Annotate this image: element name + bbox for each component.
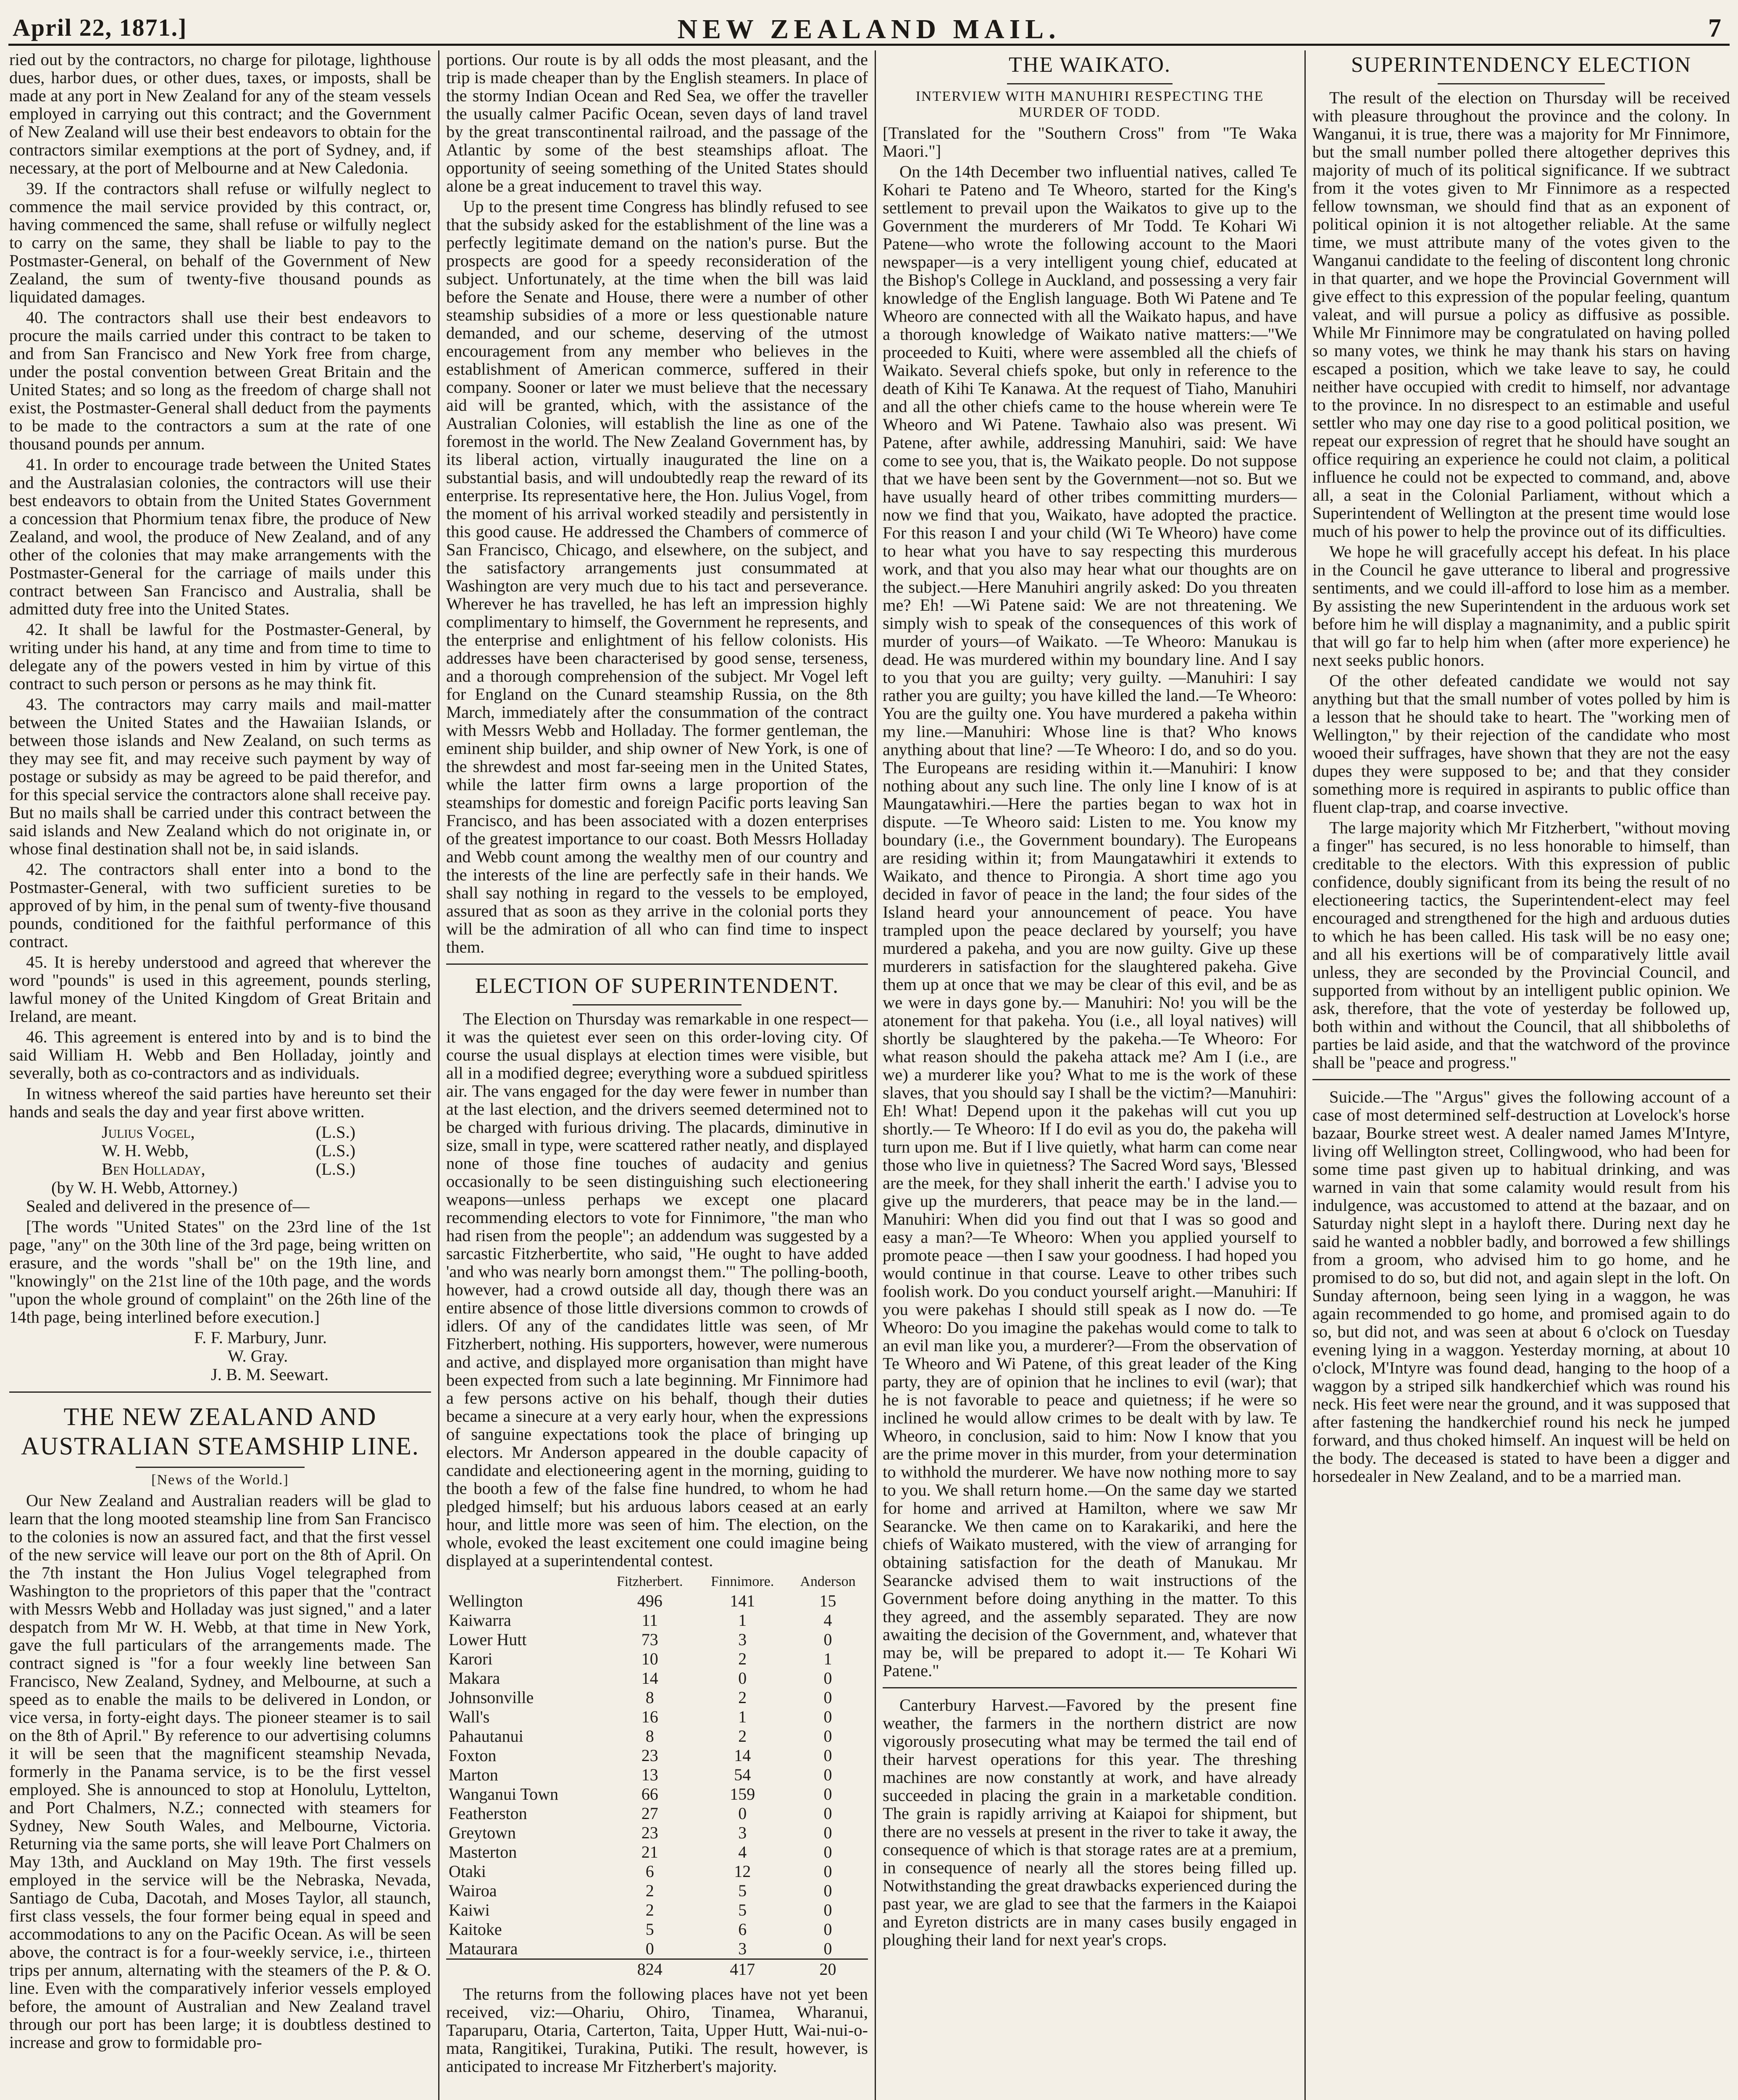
article-body: portions. Our route is by all odds the most pleasant, and the trip is made cheaper than by the English steamers. In place of the stormy Indian Ocean and Red Sea, we offer the traveller the usually calmer Pacific Ocean, seven days of land travel by the great transcontinental railroad, and the passage of the Atlantic by some of the best steamships afloat. The opportunity of seeing something of the United States should alone be a great inducement to travel this way.	[446, 50, 868, 195]
election-results-table	[446, 1572, 868, 1979]
table-cell: 27	[641, 1804, 658, 1823]
contract-clause: 43. The contractors may carry mails and mail-matter between the United States and the Hawaiian Islands, or between those islands and New Zealand, on such terms as they may see fit, and may receive such payment by way of postage or subsidy as may be agreed to be paid therefor, and for this special service the contractors alone shall receive pay. But no mails shall be carried under this contract between the said islands and New Zealand which do not originate in, or whose final destination shall not be, in said islands.	[9, 695, 431, 858]
section-rule	[1312, 1079, 1730, 1080]
table-cell: Wanganui Town	[449, 1785, 558, 1803]
contract-clause: 42. It shall be lawful for the Postmaster-General, by writing under his hand, at any time and from time to time to delegate any of the powers vested in him by virtue of this contract to such person or persons as he may think fit.	[9, 620, 431, 693]
table-cell: 20	[788, 1959, 868, 1979]
table-cell: 141	[730, 1591, 755, 1610]
heading-rule	[1438, 83, 1605, 84]
table-cell: 0	[823, 1688, 832, 1707]
table-row	[446, 1611, 868, 1630]
table-cell: 0	[823, 1804, 832, 1823]
table-row	[446, 1746, 868, 1765]
contract-clause: 40. The contractors shall use their best endeavors to procure the mails carried under this contract to be taken to and from San Francisco and New York free from charge, under the postal convention between Great Britain and the United States; and so long as the freedom of charge shall not exist, the Postmaster-General shall deduct from the payments to be made to the contractors a sum at the rate of one thousand pounds per annum.	[9, 308, 431, 453]
table-cell: 13	[641, 1765, 658, 1784]
table-cell: 8	[645, 1727, 654, 1746]
table-cell: 4	[823, 1611, 832, 1630]
column-rule	[438, 50, 439, 2100]
table-cell: 2	[738, 1688, 747, 1707]
signatory-name: Julius Vogel,	[102, 1123, 195, 1142]
table-cell: Makara	[449, 1669, 500, 1688]
table-cell: Otaki	[449, 1862, 486, 1881]
newspaper-title: NEW ZEALAND MAIL.	[677, 14, 1061, 45]
table-cell: 0	[823, 1881, 832, 1900]
table-cell: Pahautanui	[449, 1727, 523, 1746]
article-body: Suicide.—The "Argus" gives the following account of a case of most determined self-destruction at Lovelock's horse bazaar, Bourke street west. A dealer named James M'Intyre, living off Wellington street, Collingwood, who had been for some time past given up to habitual drinking, and was warned in vain that some calamity would result from his indulgence, was accustomed to attend at the bazaar, and on Saturday night slept in a hayloft there. During next day he said he wanted a nobbler badly, and borrowed a few shillings from a groom, who advised him to go home, and he promised to do so, but did not, and again slept in the loft. On Sunday afternoon, being seen lying in a waggon, he was again recommended to go home, and promised again to do so, but did not, and was seen at about 6 o'clock on Tuesday evening lying in a waggon. Yesterday morning, at about 10 o'clock, M'Intyre was found dead, hanging to the hoop of a waggon by a striped silk handkerchief which was round his neck. His feet were near the ground, and it was supposed that after fastening the handkerchief round his neck he jumped forward, and thus choked himself. An inquest will be held on the body. The deceased is stated to have been a digger and horsedealer in New Zealand, and to be a married man.	[1312, 1087, 1730, 1486]
table-cell: 0	[823, 1920, 832, 1939]
signature-note: (by W. H. Webb, Attorney.)	[51, 1178, 238, 1197]
table-cell: 824	[602, 1959, 697, 1979]
article-body: The result of the election on Thursday will be received with pleasure throughout the province and the colony. In Wanganui, it is true, there was a majority for Mr Finnimore, but the small number polled there altogether deprives this majority of much of its political significance. If we subtract from it the votes given to Mr Finnimore as a respected fellow townsman, we should find that as an exponent of political opinion it is not altogether reliable. At the same time, we must attribute many of the votes given to the Wanganui candidate to the feeling of discontent long chronic in that quarter, and we hope the Provincial Government will give effect to this expression of the popular feeling, quantum valeat, and will pursue a policy as diffusive as possible. While Mr Finnimore may be congratulated on having polled so many votes, we think he may thank his stars on having escaped a position, which we take leave to say, he could neither have occupied with credit to himself, nor advantage to the province. In no disrespect to an estimable and useful settler who may one day rise to a good political position, we repeat our expression of regret that he should have sought an office requiring an experience he could not claim, a political influence he could not be expected to command, and, above all, a seat in the Colonial Parliament, without which a Superintendent of Wellington at the present time would lose much of his power to help the province out of its difficulties.	[1312, 88, 1730, 541]
table-cell: 3	[738, 1823, 747, 1842]
heading-rule	[573, 1004, 741, 1005]
heading-rule	[136, 1467, 305, 1468]
table-row	[446, 1862, 868, 1881]
table-row	[446, 1707, 868, 1727]
table-row	[446, 1804, 868, 1823]
table-cell: 0	[823, 1939, 832, 1958]
table-cell: 2	[645, 1900, 654, 1919]
signature-line	[9, 1123, 431, 1142]
table-cell: Kaitoke	[449, 1920, 502, 1939]
table-row	[446, 1727, 868, 1746]
table-cell: Featherston	[449, 1804, 527, 1823]
column-2	[446, 50, 868, 2100]
table-cell: 0	[823, 1669, 832, 1688]
contract-clause: In witness whereof the said parties have hereunto set their hands and seals the day and year first above written.	[9, 1084, 431, 1121]
article-heading: THE NEW ZEALAND AND AUSTRALIAN STEAMSHIP LINE.	[21, 1403, 420, 1460]
contract-clause: ried out by the contractors, no charge for pilotage, lighthouse dues, harbor dues, or other dues, taxes, or imposts, shall be made at any port in New Zealand for any of the steam vessels employed in carrying out this contract; and the Government of New Zealand will use their best endeavors to obtain for the contractors similar exemptions at the port of Sydney, and, if necessary, at the port of Melbourne and at New Caledonia.	[9, 50, 431, 177]
table-cell: 496	[637, 1591, 663, 1610]
table-totals-row	[446, 1959, 868, 1979]
table-cell: Mataurara	[449, 1939, 518, 1958]
table-header-row	[446, 1572, 868, 1591]
article-subheading: INTERVIEW WITH MANUHIRI RESPECTING THE MURDER OF TODD.	[915, 89, 1264, 120]
witness-name: J. B. M. Seewart.	[211, 1365, 329, 1384]
table-cell: 0	[823, 1862, 832, 1881]
issue-date: April 22, 1871.]	[13, 14, 187, 41]
column-4	[1312, 50, 1730, 2100]
heading-rule	[1007, 83, 1173, 84]
table-header: Finnimore.	[711, 1574, 774, 1589]
table-cell: 8	[645, 1688, 654, 1707]
article-body: The Election on Thursday was remarkable in one respect—it was the quietest ever seen on this order-loving city. Of course the usual displays at election times were visible, but all in a modified degree; everything wore a subdued spiritless air. The vans engaged for the day were fewer in number than at the last election, and the drivers seemed determined not to be charged with furious driving. The placards, diminutive in size, small in type, were scattered rather neatly, and displayed none of those fine touches of audacity and genius occasionally to be seen distinguishing such electioneering weapons—unless perhaps we except one placard recommending electors to vote for Finnimore, "the man who had risen from the people"; an addendum was suggested by a sarcastic Fitzherbertite, who said, "He ought to have added 'and who was nearly born amongst them.'" The polling-booth, however, had a crowd outside all day, though there was an entire absence of those little diversions common to crowds of idlers. Of any of the candidates little was seen, of Mr Fitzherbert, nothing. His supporters, however, were numerous and active, and displayed more organisation than might have been expected from such a late beginning. Mr Finnimore had a few persons active on his behalf, though their duties became a sinecure at a very early hour, when the expressions of sanguine expectations took the place of bringing up electors. Mr Anderson appeared in the double capacity of candidate and electioneering agent in the morning, guiding to the booth a few of the false fine hundred, to whom he had pledged himself; but his arduous labors ceased at an early hour, and little more was seen of him. The election, on the whole, evoked the least excitement one could imagine being displayed at a superintendental contest.	[446, 1009, 868, 1570]
table-cell: 0	[823, 1785, 832, 1803]
table-row	[446, 1765, 868, 1785]
table-cell: Kaiwi	[449, 1900, 490, 1919]
article-body: Up to the present time Congress has blindly refused to see that the subsidy asked for the establishment of the line was a perfectly legitimate demand on the nation's purse. But the prospects are good for a speedy reconsideration of the subject. Unfortunately, at the time when the bill was laid before the Senate and House, there were a number of other steamship subsidies of a more or less questionable nature demanded, and our scheme, deserving of the utmost encouragement from any member who believes in the establishment of American commerce, suffered in their company. Sooner or later we must believe that the necessary aid will be granted, which, with the assistance of the Australian Colonies, will establish the line as one of the foremost in the world. The New Zealand Government has, by its liberal action, virtually inaugurated the line on a substantial basis, and will undoubtedly reap the reward of its enterprise. Its representative here, the Hon. Julius Vogel, from the moment of his arrival worked steadily and persistently in this good cause. He addressed the Chambers of commerce of San Francisco, Chicago, and elsewhere, on the subject, and the satisfactory arrangements just consummated at Washington are very much due to his tact and perseverance. Wherever he has travelled, he has left an impression highly complimentary to himself, the Government he represents, and the enterprise and enlightment of his fellow colonists. His addresses have been characterised by good sense, terseness, and a thorough comprehension of the subject. Mr Vogel left for England on the Cunard steamship Russia, on the 8th March, immediately after the consummation of the contract with Messrs Webb and Holladay. The former gentleman, the eminent ship builder, and ship owner of New York, is one of the shrewdest and most far-seeing men in the United States, while the latter firm owns a large proportion of the steamships for domestic and foreign Pacific ports leaving San Francisco, and has been associated with a dozen enterprises of the greatest importance to our coast. Both Messrs Holladay and Webb count among the wealthy men of our country and the interests of the line are perfectly safe in their hands. We shall say nothing in regard to the vessels to be employed, assured that as soon as they arrive in the colonial ports they will be the admiration of all who can find time to inspect them.	[446, 197, 868, 956]
article-body: The returns from the following places have not yet been received, viz:—Ohariu, Ohiro, Tinamea, Wharanui, Taparuparu, Otaria, Carterton, Taita, Upper Hutt, Wai-nui-o-mata, Rangitikei, Turakina, Putiki. The result, however, is anticipated to increase Mr Fitzherbert's majority.	[446, 1984, 868, 2076]
table-cell: Foxton	[449, 1746, 497, 1765]
article-body: We hope he will gracefully accept his defeat. In his place in the Council he gave utterance to liberal and progressive sentiments, and we could ill-afford to lose him as a member. By assisting the new Superintendent in the arduous work set before him he will display a magnanimity, and a public spirit that will go far to help him when (after more experience) he next seeks public honors.	[1312, 542, 1730, 669]
table-row	[446, 1920, 868, 1939]
table-row	[446, 1591, 868, 1611]
table-cell: 0	[738, 1669, 747, 1688]
section-rule	[9, 1391, 431, 1393]
table-cell: 4	[738, 1843, 747, 1861]
contract-clause: 41. In order to encourage trade between the United States and the Australasian colonies, the contractors will use their best endeavors to obtain from the United States Government a concession that Phormium tenax fibre, the produce of New Zealand, and wool, the produce of New Zealand, and of any other of the colonies that may make arrangements with the Postmaster-General for the carriage of mails under this contract between San Francisco and Australia, shall be admitted duty free into the United States.	[9, 455, 431, 618]
column-3	[883, 50, 1297, 2100]
table-cell: 0	[823, 1843, 832, 1861]
table-cell: 159	[730, 1785, 755, 1803]
interlineation-note: [The words "United States" on the 23rd line of the 1st page, "any" on the 30th line of the 3rd page, being written on erasure, and the words "shall be" on the 19th line, and "knowingly" on the 21st line of the 10th page, and the words "upon the whole ground of complaint" on the 26th line of the 14th page, being interlined before execution.]	[9, 1217, 431, 1326]
section-rule	[883, 1687, 1297, 1688]
witness-name: W. Gray.	[228, 1347, 288, 1365]
seal-mark: (L.S.)	[316, 1123, 355, 1142]
section-rule	[446, 963, 868, 965]
contract-clause: 45. It is hereby understood and agreed that wherever the word "pounds" is used in this agreement, pounds sterling, lawful money of the United Kingdom of Great Britain and Ireland, are meant.	[9, 953, 431, 1026]
table-row	[446, 1900, 868, 1920]
translation-note: [Translated for the "Southern Cross" from "Te Waka Maori."]	[883, 123, 1297, 160]
article-heading: SUPERINTENDENCY ELECTION	[1351, 53, 1692, 77]
table-cell: 0	[823, 1727, 832, 1746]
table-cell: 21	[641, 1843, 658, 1861]
witness-name: F. F. Marbury, Junr.	[194, 1328, 327, 1347]
contract-clause: 42. The contractors shall enter into a bond to the Postmaster-General, with two sufficient sureties to be approved of by him, in the penal sum of twenty-five thousand pounds, conditioned for the faithful performance of this contract.	[9, 860, 431, 951]
table-cell: 2	[738, 1727, 747, 1746]
sealed-line: Sealed and delivered in the presence of—	[26, 1197, 310, 1215]
table-cell: 16	[641, 1707, 658, 1726]
table-cell: Karori	[449, 1649, 493, 1668]
table-cell: 5	[645, 1920, 654, 1939]
table-cell: Wellington	[449, 1591, 523, 1610]
masthead	[13, 12, 1725, 45]
table-header	[446, 1572, 602, 1591]
column-1	[9, 50, 431, 2100]
table-row	[446, 1823, 868, 1843]
article-body: The large majority which Mr Fitzherbert, "without moving a finger" has secured, is no less honorable to himself, than creditable to the electors. With this expression of public confidence, doubly significant from its being the result of no electioneering tactics, the Superintendent-elect may feel encouraged and strengthened for the high and arduous duties to which he has been called. His task will be no easy one; and all his exertions will be of comparatively little avail unless, they are seconded by the Provincial Council, and supported from without by an intelligent public opinion. We ask, therefore, that the vote of yesterday be followed up, both within and without the Council, that all shibboleths of parties be laid aside, and that the watchword of the province shall be "peace and progress."	[1312, 818, 1730, 1072]
article-heading: ELECTION OF SUPERINTENDENT.	[475, 974, 839, 998]
table-cell: 0	[823, 1746, 832, 1765]
table-cell: 66	[641, 1785, 658, 1803]
seal-mark: (L.S.)	[316, 1141, 355, 1160]
table-cell: 0	[823, 1900, 832, 1919]
table-cell: 2	[738, 1649, 747, 1668]
signature-line	[9, 1160, 431, 1179]
table-cell: 14	[641, 1669, 658, 1688]
table-cell: 1	[823, 1649, 832, 1668]
table-cell: Lower Hutt	[449, 1630, 527, 1649]
seal-mark: (L.S.)	[316, 1160, 355, 1179]
table-cell: Kaiwarra	[449, 1611, 511, 1630]
article-body: On the 14th December two influential natives, called Te Kohari te Pateno and Te Wheoro, started for the King's settlement to prevail upon the Waikatos to give up to the Government the murderers of Mr Todd. Te Kohari Wi Patene—who wrote the following account to the Maori newspaper—is a very intelligent young chief, educated at the Bishop's College in Auckland, and possessing a very fair knowledge of the English language. Both Wi Patene and Te Wheoro are connected with all the Waikato hapus, and have a thorough knowledge of Waikato native matters:—"We proceeded to Kuiti, where were assembled all the chiefs of Waikato. Several chiefs spoke, but only in reference to the death of Kihi Te Kanawa. At the request of Tiaho, Manuhiri and all the other chiefs came to the house wherein were Te Wheoro and Wi Patene. Tawhaio also was present. Wi Patene, after awhile, addressing Manuhiri, said: We have come to see you, that is, the Waikato people. Do not suppose that we have been sent by the Government—not so. But we have usually heard of other tribes committing murders—now we find that you, Waikato, have adopted the practice. For this reason I and your child (Wi Te Wheoro) have come to hear what you have to say respecting this murderous work, and that you also may hear what our thoughts are on the subject.—Here Manuhiri angrily asked: Do you threaten me? Eh! —Wi Patene said: We are not threatening. We simply wish to speak of the consequences of this work of murder of yours—of Waikato. —Te Wheoro: Manukau is dead. He was murdered within my boundary line. And I say to you that you are guilty; very guilty. —Manuhiri: I say rather you are guilty; you have killed the land.—Te Wheoro: You are the guilty one. You have murdered a pakeha within my line.—Manuhiri: Whose line is that? Who knows anything about that line? —Te Wheoro: I do, and so do you. The Europeans are residing within it.—Manuhiri: I know nothing about any such line. The only line I know of is at Maungatawhiri.—Here the parties began to wax hot in dispute. —Te Wheoro said: Listen to me. You know my boundary (i.e., the Government boundary). The Europeans are residing within it; from Maungatawhiri it extends to Waikato, and thence to Pirongia. A short time ago you decided in favor of peace in the land; the four sides of the Island heard your announcement of peace. You have trampled upon the peace declared by yourself; you have murdered a pakeha, and you are now guilty. Give up these murderers in satisfaction for the slaughtered pakeha. Give them up at once that we may be clear of this evil, and be as we were in days gone by.— Manuhiri: No! you will be the atonement for that pakeha. You (i.e., all loyal natives) will shortly be slaughtered by the pakeha.—Te Wheoro: For what reason should the pakeha attack me? Am I (i.e., are we) a murderer like you? What to me is the work of these slaves, that you should say I shall be the victim?—Manuhiri: Eh! What! Depend upon it the pakehas will cut you up shortly.— Te Wheoro: If I do evil as you do, the pakeha will turn upon me. But if I live quietly, what harm can come near those who live in quietness? The Sacred Word says, 'Blessed are the meek, for they shall inherit the earth.' I advise you to give up the murderers, that peace may be in the land.— Manuhiri: When did you find out that I was so good and easy a man?—Te Wheoro: When you applied yourself to promote peace —then I saw your goodness. I had hoped you would continue in that course. Leave to other tribes such foolish work. Do you conduct yourself aright.—Manuhiri: If you were pakehas I should still speak as I now do. —Te Wheoro: Do you imagine the pakehas would come to talk to an evil man like you, a murderer?—From the observation of Te Wheoro and Wi Patene, of this great leader of the King party, they are of opinion that he inclines to evil (war); that he is not favorable to peace and quietness; if he were so inclined he would allow crimes to be dealt with by law. Te Wheoro, in conclusion, said to him: Now I know that you are the prime mover in this murder, from your determination to withhold the murderer. We have now nothing more to say to you. We shall return home.—On the same day we started for home and arrived at Hamilton, where we saw Mr Searancke. We then came on to Karakariki, and here the chiefs of Waikato mustered, with the view of arranging for obtaining satisfaction for the death of Manukau. Mr Searancke advised them to wait instructions of the Government before doing anything in the matter. To this they agreed, and the assembly separated. They are now awaiting the decision of the Government, and, whatever that may be, will be prepared to adopt it.— Te Kohari Wi Patene."	[883, 162, 1297, 1680]
table-cell: 5	[738, 1900, 747, 1919]
table-cell: 417	[697, 1959, 788, 1979]
table-cell: 12	[734, 1862, 751, 1881]
table-cell: 10	[641, 1649, 658, 1668]
table-cell: 73	[641, 1630, 658, 1649]
table-cell: Wairoa	[449, 1881, 497, 1900]
table-row	[446, 1669, 868, 1688]
table-row	[446, 1843, 868, 1862]
table-cell: Marton	[449, 1765, 498, 1784]
table-row	[446, 1881, 868, 1900]
article-body: Of the other defeated candidate we would not say anything but that the small number of votes polled by him is a lesson that he should take to heart. The "working men of Wellington," by their rejection of the candidate who most wooed their suffrages, have shown that they are not the easy dupes they were supposed to be; and that they consider something more is required in aspirants to public office than fluent clap-trap, and coarse invective.	[1312, 671, 1730, 816]
table-cell: 23	[641, 1823, 658, 1842]
table-cell: 54	[734, 1765, 751, 1784]
table-cell: Wall's	[449, 1707, 490, 1726]
table-cell: 6	[738, 1920, 747, 1939]
article-source: [News of the World.]	[151, 1472, 289, 1488]
table-cell: 0	[823, 1765, 832, 1784]
table-cell: Masterton	[449, 1843, 517, 1861]
table-row	[446, 1939, 868, 1959]
article-body: Our New Zealand and Australian readers will be glad to learn that the long mooted steamship line from San Francisco to the colonies is now an assured fact, and that the first vessel of the new service will leave our port on the 8th of April. On the 7th instant the Hon Julius Vogel telegraphed from Washington to the proprietors of this paper that the "contract with Messrs Webb and Holladay was just signed," and a later despatch from Mr W. H. Webb, at that time in New York, gave the full particulars of the arrangements made. The contract signed is "for a four weekly line between San Francisco, New Zealand, Sydney, and Melbourne, at such a speed as to enable the mails to be delivered in London, or vice versa, in forty-eight days. The pioneer steamer is to sail on the 8th of April." By reference to our advertising columns it will be seen that the magnificent steamship Nevada, formerly in the Panama service, is to be the first vessel employed. She is announced to stop at Honolulu, Lyttelton, and Port Chalmers, N.Z.; connected with steamers for Sydney, New South Wales, and Melbourne, Victoria. Returning via the same ports, she will leave Port Chalmers on May 13th, and Auckland on May 19th. The first vessels employed in the service will be the Nebraska, Nevada, Santiago de Cuba, Dacotah, and Moses Taylor, all staunch, first class vessels, the four former being equal in speed and accommodations to any on the Pacific Ocean. As will be seen above, the contract is for a four-weekly service, i.e., thirteen trips per annum, alternating with the steamers of the P. & O. line. Even with the comparatively inferior vessels employed before, the amount of Australian and New Zealand travel through our port has been large; it is doubtless destined to increase and grow to formidable pro-	[9, 1491, 431, 2052]
table-cell	[446, 1959, 602, 1979]
table-cell: 14	[734, 1746, 751, 1765]
table-cell: 0	[645, 1939, 654, 1958]
table-cell: 5	[738, 1881, 747, 1900]
signature-line	[9, 1142, 431, 1160]
table-header: Anderson	[800, 1574, 856, 1589]
table-cell: 11	[642, 1611, 658, 1630]
article-body: Canterbury Harvest.—Favored by the present fine weather, the farmers in the northern district are now vigorously prosecuting what may be termed the tail end of their harvest operations for this year. The threshing machines are now constantly at work, and have already succeeded in placing the grain in a marketable condition. The grain is rapidly arriving at Kaiapoi for shipment, but there are no vessels at present in the river to take it away, the consequence of which is that storage rates are at a premium, in consequence of nearly all the stores being filled up. Notwithstanding the great drawbacks experienced during the past year, we are glad to see that the farmers in the Kaiapoi and Eyreton districts are in many cases busily engaged in ploughing their land for next year's crops.	[883, 1696, 1297, 1949]
table-cell: Johnsonville	[449, 1688, 534, 1707]
column-rule	[1304, 50, 1306, 2100]
article-heading: THE WAIKATO.	[1008, 53, 1171, 77]
table-cell: 6	[645, 1862, 654, 1881]
contract-clause: 39. If the contractors shall refuse or wilfully neglect to commence the mail service provided by this contract, or, having commenced the same, shall refuse or wilfully neglect to carry on the same, they shall be liable to pay to the Postmaster-General, on behalf of the Government of New Zealand, the sum of twenty-five thousand pounds as liquidated damages.	[9, 179, 431, 306]
table-cell: 0	[823, 1707, 832, 1726]
table-cell: 3	[738, 1939, 747, 1958]
table-cell: 2	[645, 1881, 654, 1900]
contract-clause: 46. This agreement is entered into by and is to bind the said William H. Webb and Ben Holladay, jointly and severally, both as co-contractors and as individuals.	[9, 1027, 431, 1082]
column-rule	[875, 50, 876, 2100]
page-number: 7	[1708, 14, 1721, 42]
table-cell: 0	[738, 1804, 747, 1823]
table-row	[446, 1688, 868, 1707]
signatory-name: Ben Holladay,	[102, 1160, 205, 1179]
table-row	[446, 1785, 868, 1804]
table-row	[446, 1630, 868, 1649]
table-cell: 1	[738, 1707, 747, 1726]
table-cell: 15	[819, 1591, 836, 1610]
table-cell: 3	[738, 1630, 747, 1649]
table-body	[446, 1591, 868, 1959]
table-cell: 0	[823, 1630, 832, 1649]
masthead-rule	[8, 44, 1730, 46]
table-cell: 1	[738, 1611, 747, 1630]
table-cell: 23	[641, 1746, 658, 1765]
table-cell: Greytown	[449, 1823, 516, 1842]
table-cell: 0	[823, 1823, 832, 1842]
table-row	[446, 1649, 868, 1669]
table-header: Fitzherbert.	[616, 1574, 683, 1589]
signatory-name: W. H. Webb,	[102, 1141, 189, 1160]
